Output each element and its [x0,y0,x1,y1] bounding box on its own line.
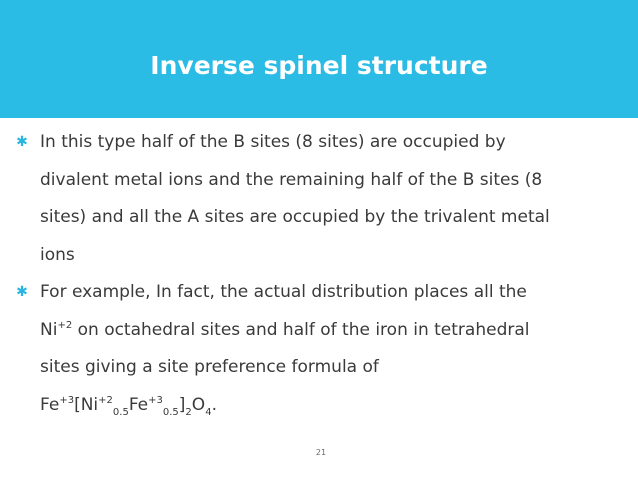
formula-close-bracket: ] [178,394,186,415]
formula-end: . [211,394,217,415]
site-preference-formula [40,394,217,418]
formula-fe-charge: +3 [59,394,75,406]
formula-bracket-subscript: 2 [185,406,192,418]
bullet-line: For example, In fact, the actual distribution places all the [40,282,527,302]
formula-ni: Ni [80,394,99,415]
bullet-line-text: on octahedral sites and half of the iron in tetrahedral [77,319,530,340]
bullet-line: ions [40,244,75,265]
bullet-item [0,274,638,424]
ion-base: Ni [40,319,58,340]
formula-oxygen: O [191,394,206,415]
bullet-line: sites giving a site preference formula of [40,357,379,377]
bullet-item [0,124,638,274]
bullet-line: divalent metal ions and the remaining half of the B sites (8 [40,169,543,190]
asterisk-bullet-icon: ✱ [16,134,28,150]
slide-content [0,124,638,424]
inline-ion [40,320,78,340]
formula-ni-subscript: 0.5 [112,406,129,418]
ion-charge: +2 [57,319,73,331]
bullet-line [40,312,624,350]
formula-fe-inner-charge: +3 [148,394,163,406]
formula-fe: Fe [40,394,60,415]
formula-line [40,387,624,425]
asterisk-bullet-icon: ✱ [16,284,28,300]
formula-ni-charge: +2 [98,394,113,406]
bullet-line: In this type half of the B sites (8 sites) are occupied by [40,132,506,152]
page-number: 21 [315,448,327,457]
formula-open-bracket: [ [74,394,81,415]
formula-oxygen-subscript: 4 [205,406,212,418]
formula-fe-inner: Fe [128,394,149,415]
formula-fe-inner-subscript: 0.5 [162,406,179,418]
slide-title: Inverse spinel structure [150,51,488,80]
bullet-line: sites) and all the A sites are occupied by the trivalent metal [40,207,550,227]
